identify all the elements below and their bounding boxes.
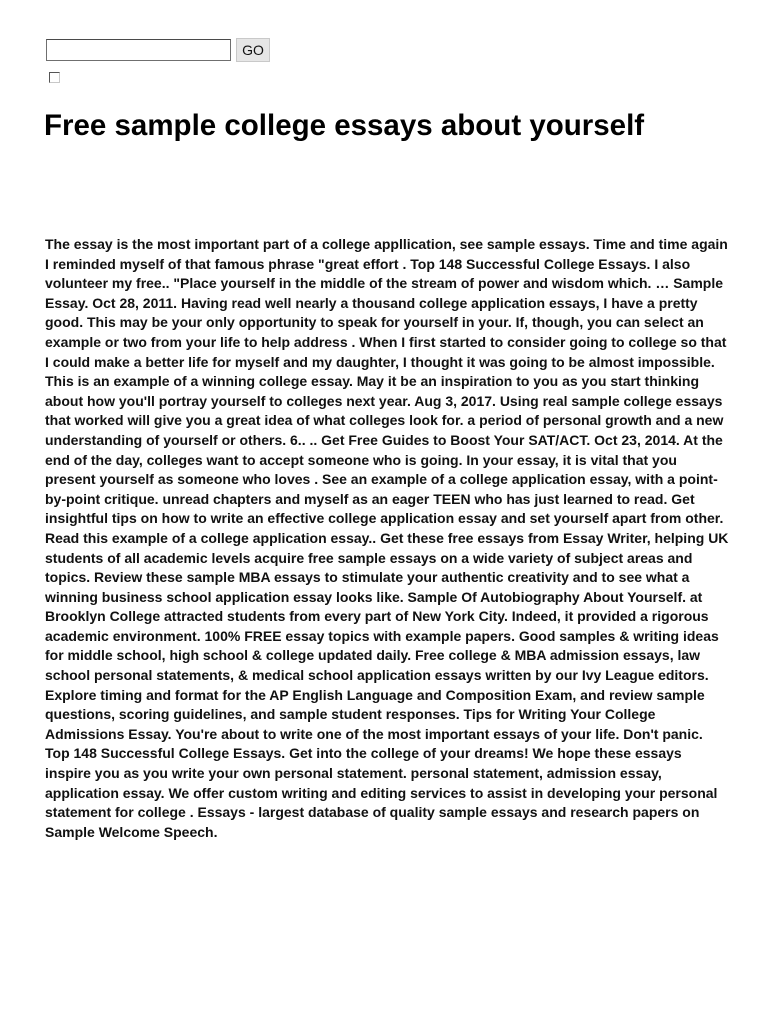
page-title: Free sample college essays about yourself (44, 109, 645, 142)
checkbox[interactable] (49, 72, 60, 83)
search-bar (46, 38, 270, 62)
search-input[interactable] (46, 39, 231, 61)
go-button[interactable]: GO (236, 38, 270, 62)
essay-body-text: The essay is the most important part of a college appllication, see sample essays. Time and time again I reminded myself of that famous phrase "great effort . Top 148 Successful College Essays. I also volunteer my free.. "Place yourself in the middle of the stream of power and wisdom which. … Sample Essay. Oct 28, 2011. Having read well nearly a thousand college application essays, I have a pretty good. This may be your only opportunity to speak for yourself in your. If, though, you can select an example or two from your life to help address . When I first started to consider going to college so that I could make a better life for myself and my daughter, I thought it was going to be almost impossible. This is an example of a winning college essay. May it be an inspiration to you as you start thinking about how you'll portray yourself to colleges next year. Aug 3, 2017. Using real sample college essays that worked will give you a great idea of what colleges look for. a period of personal growth and a new understanding of yourself or others. 6.. .. Get Free Guides to Boost Your SAT/ACT. Oct 23, 2014. At the end of the day, colleges want to accept someone who is going. In your essay, it is vital that you present yourself as someone who loves . See an example of a college application essay, with a point-by-point critique. unread chapters and myself as an eager TEEN who has just learned to read. Get insightful tips on how to write an effective college application essay and set yourself apart from other. Read this example of a college application essay.. Get these free essays from Essay Writer, helping UK students of all academic levels acquire free sample essays on a wide variety of subject areas and topics. Review these sample MBA essays to stimulate your authentic creativity and to see what a winning business school application essay looks like. Sample Of Autobiography About Yourself. at Brooklyn College attracted students from every part of New York City. Indeed, it provided a rigorous academic environment. 100% FREE essay topics with example papers. Good samples & writing ideas for middle school, high school & college updated daily. Free college & MBA admission essays, law school personal statements, & medical school application essays written by our Ivy League editors. Explore timing and format for the AP English Language and Composition Exam, and review sample questions, scoring guidelines, and sample student responses. Tips for Writing Your College Admissions Essay. You're about to write one of the most important essays of your life. Don't panic. Top 148 Successful College Essays. Get into the college of your dreams! We hope these essays inspire you as you write your own personal statement. personal statement, admission essay, application essay. We offer custom writing and editing services to assist in developing your personal statement for college . Essays - largest database of quality sample essays and research papers on Sample Welcome Speech. (45, 236, 729, 840)
